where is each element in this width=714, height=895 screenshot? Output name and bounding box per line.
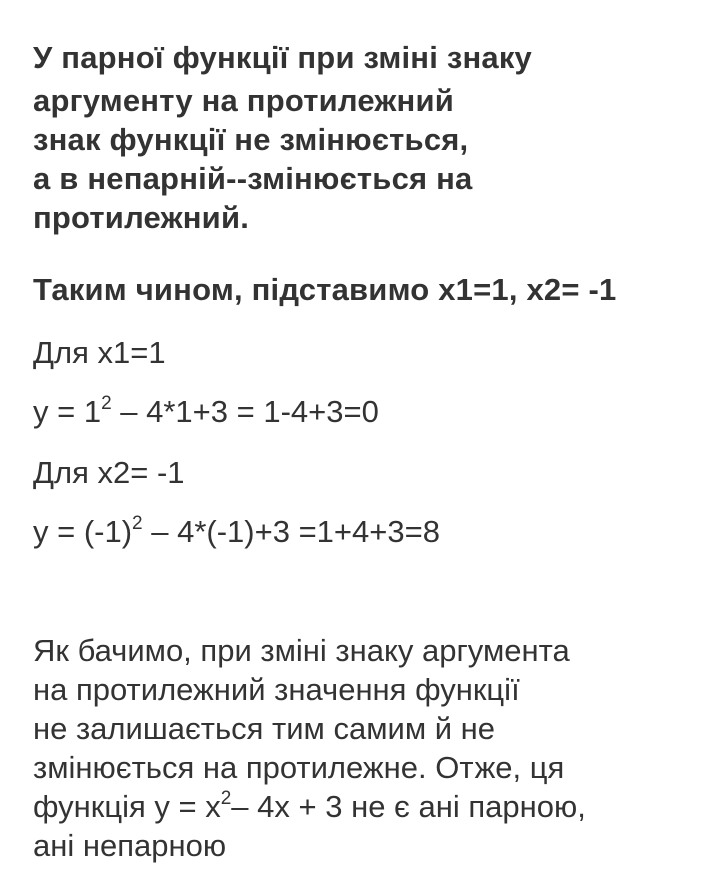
case1-eq-base: у = 1 xyxy=(33,394,102,429)
intro-line-3: знак функції не змінюється, xyxy=(33,122,469,157)
function-line-post: – 4x + 3 не є ані парною, xyxy=(231,789,586,824)
conclusion-line-4: змінюється на протилежне. Отже, ця xyxy=(33,750,565,785)
function-line-pre: функція у = x xyxy=(33,789,221,824)
case2-eq-base: у = (-1) xyxy=(33,514,133,549)
function-line-exponent: 2 xyxy=(220,787,232,809)
conclusion-line-1: Як бачимо, при зміні знаку аргумента xyxy=(33,633,570,668)
intro-line-5: протилежний. xyxy=(33,200,250,235)
conclusion-function-line xyxy=(33,789,586,825)
intro-line-2: аргументу на протилежний xyxy=(33,83,454,118)
case2-eq-exponent: 2 xyxy=(132,512,143,534)
conclusion-line-3: не залишається тим самим й не xyxy=(33,711,496,746)
case2-label: Для x2= -1 xyxy=(33,455,185,490)
intro-line-1: У парної функції при зміні знаку xyxy=(33,40,532,75)
substitution-heading: Таким чином, підставимо x1=1, x2= -1 xyxy=(33,272,617,307)
case1-eq-exponent: 2 xyxy=(101,392,112,414)
case2-eq-rest: – 4*(-1)+3 =1+4+3=8 xyxy=(142,514,440,549)
case1-eq-rest: – 4*1+3 = 1-4+3=0 xyxy=(111,394,379,429)
case1-label: Для x1=1 xyxy=(33,335,166,370)
case1-equation xyxy=(33,394,379,430)
conclusion-line-2: на протилежний значення функції xyxy=(33,672,520,707)
conclusion-last-line: ані непарною xyxy=(33,828,227,863)
intro-line-4: а в непарній--змінюється на xyxy=(33,161,473,196)
case2-equation xyxy=(33,514,440,550)
